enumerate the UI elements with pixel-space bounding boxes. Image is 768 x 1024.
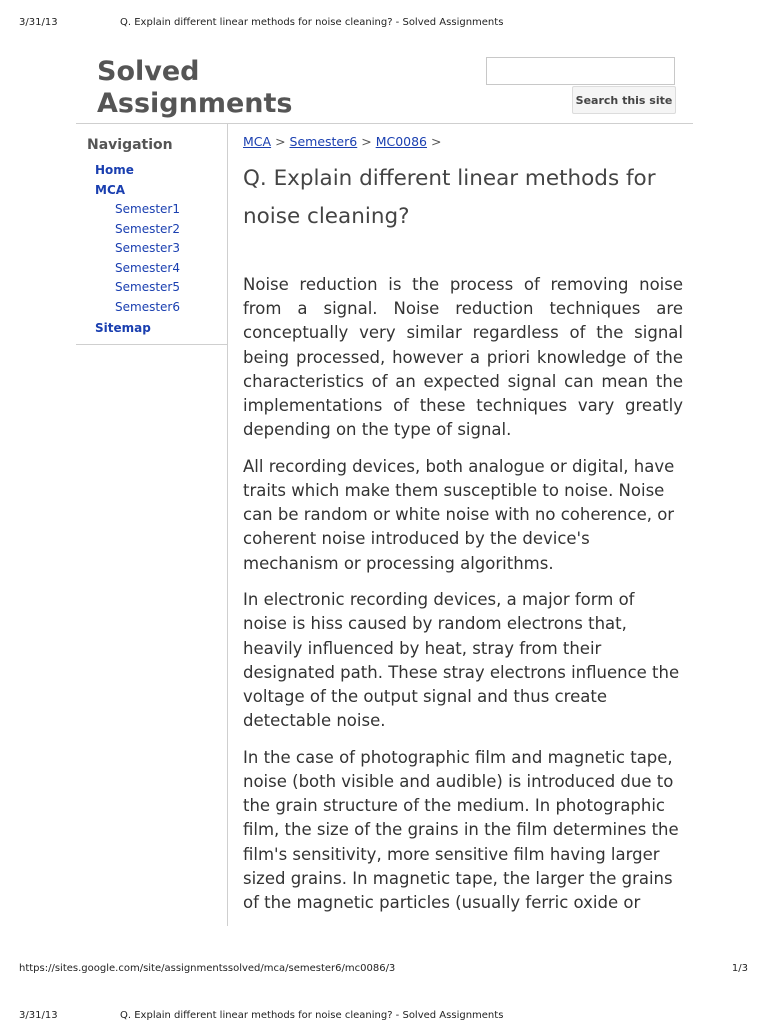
print-page-number: 1/3	[731, 963, 748, 974]
print-page-title: Q. Explain different linear methods for noise cleaning? - Solved Assignments	[120, 1010, 504, 1021]
sidebar-item-mca[interactable]: MCA	[95, 182, 126, 197]
print-url: https://sites.google.com/site/assignmentssolved/mca/semester6/mc0086/3	[19, 963, 396, 974]
print-page-title: Q. Explain different linear methods for noise cleaning? - Solved Assignments	[120, 17, 504, 28]
breadcrumb-separator: >	[275, 134, 286, 149]
sidebar-item-semester1[interactable]: Semester1	[115, 202, 180, 216]
breadcrumb-link-mca[interactable]: MCA	[243, 134, 272, 149]
sidebar-item-sitemap[interactable]: Sitemap	[95, 321, 151, 335]
paragraph: In the case of photographic film and magnetic tape, noise (both visible and audible) is introduced due to the grain structure of the medium. In photographic film, the size of the grains in the film determines the film's sensitivity, more sensitive film having larger sized grains. In magnetic tape, the larger the grains of the magnetic particles (usually ferric oxide or	[243, 747, 679, 913]
breadcrumb-separator: >	[431, 134, 442, 149]
sidebar-item-home[interactable]: Home	[95, 163, 134, 177]
page-title: Q. Explain different linear methods for noise cleaning?	[243, 166, 656, 229]
sidebar-navigation	[76, 124, 228, 345]
breadcrumb-link-mc0086[interactable]: MC0086	[375, 134, 428, 149]
nav-heading: Navigation	[87, 137, 173, 153]
breadcrumb-separator: >	[361, 134, 372, 149]
search-button[interactable]: Search this site	[572, 86, 676, 114]
paragraph: In electronic recording devices, a major form of noise is hiss caused by random electrons that, heavily influenced by heat, stray from their designated path. These stray electrons influence the voltage of the output signal and thus create detectable noise.	[243, 590, 680, 731]
paragraph: All recording devices, both analogue or digital, have traits which make them susceptible to noise. Noise can be random or white noise with no coherence, or coherent noise introduced by the device's mechanism or processing algorithms.	[243, 456, 675, 573]
article-content	[243, 273, 683, 928]
sidebar-item-semester6[interactable]: Semester6	[115, 299, 180, 314]
print-header-next-page	[0, 1010, 768, 1024]
print-header	[0, 17, 768, 31]
nav-list	[76, 161, 228, 339]
sidebar-item-semester2[interactable]: Semester2	[115, 221, 180, 236]
print-date: 3/31/13	[19, 1010, 58, 1021]
sidebar-item-semester4[interactable]: Semester4	[115, 260, 180, 275]
site-title[interactable]: Solved Assignments	[97, 56, 293, 119]
breadcrumb	[243, 134, 441, 149]
search-input[interactable]	[486, 57, 675, 85]
print-footer	[0, 963, 768, 977]
print-date: 3/31/13	[19, 17, 58, 28]
sidebar-divider	[227, 124, 228, 926]
sidebar-item-semester5[interactable]: Semester5	[115, 280, 180, 294]
sidebar-item-semester3[interactable]: Semester3	[115, 241, 180, 255]
breadcrumb-link-semester6[interactable]: Semester6	[289, 134, 358, 149]
paragraph: Noise reduction is the process of removing noise from a signal. Noise reduction techniques are conceptually very similar regardless of the signal being processed, however a priori knowledge of the characteristics of an expected signal can mean the implementations of these techniques vary greatly depending on the type of signal.	[243, 275, 683, 440]
